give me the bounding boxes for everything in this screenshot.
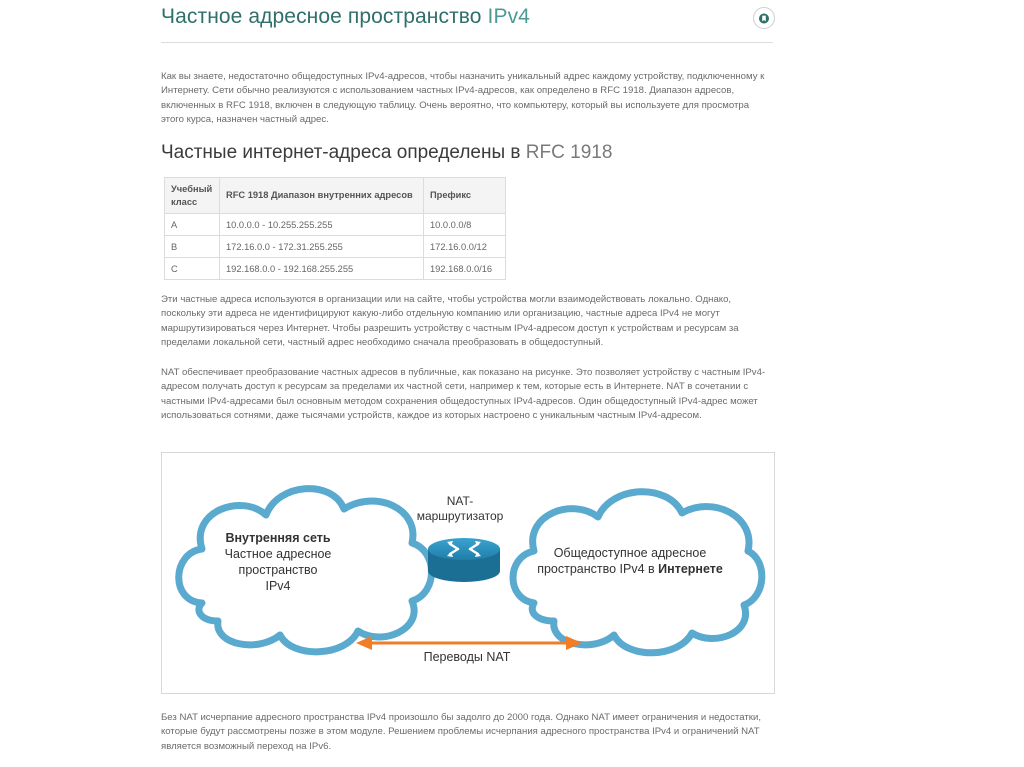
table-cell-class: A (165, 214, 220, 236)
table-cell-prefix: 192.168.0.0/16 (424, 258, 506, 280)
router-label-line2: маршрутизатор (416, 509, 504, 523)
table-cell-class: C (165, 258, 220, 280)
bookmark-icon (759, 13, 769, 24)
router-label-line1: NAT- (446, 494, 474, 508)
private-network-title: Внутренняя сеть (225, 531, 331, 545)
page-title-main: Частное адресное пространство (161, 5, 488, 28)
internet-label-line1: Общедоступное адресное (553, 546, 707, 560)
title-divider (161, 42, 773, 43)
page-title-suffix: IPv4 (487, 5, 530, 28)
bookmark-button[interactable] (753, 7, 775, 29)
private-addresses-paragraph: Эти частные адреса используются в организации или на сайте, чтобы устройства могли взаимодействовать локально. Однако, поскольку эти адреса не идентифицируют какую-либо отдельную компанию или организацию, частные адреса IPv4 не могут маршрутизироваться через Интернет. Чтобы разрешить устройству с частным IPv4-адресом доступ к устройствам и ресурсам за пределами локальной сети, частный адрес необходимо сначала преобразовать в общедоступный. (161, 294, 739, 349)
section-heading-suffix: RFC 1918 (525, 142, 613, 163)
internet-label-line2-bold: Интернете (658, 562, 723, 576)
table-row (165, 236, 506, 258)
table-header-prefix: Префикс (424, 178, 506, 214)
intro-paragraph: Как вы знаете, недостаточно общедоступных IPv4-адресов, чтобы назначить уникальный адрес каждому устройству, подключенному к Интернету. Сети обычно реализуются с использованием частных IPv4-адресов, как определено в RFC 1918. Диапазон адресов, включенных в RFC 1918, включен в следующую таблицу. Очень вероятно, что компьютеру, который вы используете для просмотра этого курса, назначен частный адрес. (161, 71, 765, 126)
section-heading (161, 142, 612, 164)
section-heading-main: Частные интернет-адреса определены в (161, 142, 526, 163)
table-cell-range: 172.16.0.0 - 172.31.255.255 (220, 236, 424, 258)
table-cell-range: 192.168.0.0 - 192.168.255.255 (220, 258, 424, 280)
nat-diagram (161, 452, 775, 694)
page-title (161, 5, 530, 29)
nat-router-icon (428, 538, 500, 582)
internet-label-line2-prefix: пространство IPv4 в (537, 562, 659, 576)
nat-translation-label: Переводы NAT (423, 650, 511, 664)
table-row (165, 214, 506, 236)
table-header-class: Учебный класс (165, 178, 220, 214)
table-header-range: RFC 1918 Диапазон внутренних адресов (220, 178, 424, 214)
table-cell-class: B (165, 236, 220, 258)
private-network-line2: IPv4 (265, 579, 291, 593)
router-label (410, 494, 510, 524)
internet-label-line2 (520, 561, 740, 577)
table-header-row (165, 178, 506, 214)
internet-label (520, 545, 740, 577)
private-network-label (192, 530, 364, 594)
table-cell-range: 10.0.0.0 - 10.255.255.255 (220, 214, 424, 236)
nat-paragraph: NAT обеспечивает преобразование частных адресов в публичные, как показано на рисунке. Это позволяет устройству с частным IPv4-адресом получать доступ к ресурсам за пределами их частной сети, например к тем, которые есть в Интернете. NAT в сочетании с частными IPv4-адресами был основным методом сохранения общедоступных IPv4-адресов. Один общедоступный IPv4-адрес может использоваться сотнями, даже тысячами устройств, каждое из которых настроено с уникальным частным IPv4-адресом. (161, 367, 766, 422)
table-row (165, 258, 506, 280)
conclusion-paragraph: Без NAT исчерпание адресного пространства IPv4 произошло бы задолго до 2000 года. Однако NAT имеет ограничения и недостатки, которые будут рассмотрены позже в этом модуле. Решением проблемы исчерпания адресного пространства IPv4 и ограничений NAT является возможный переход на IPv6. (161, 712, 762, 752)
table-cell-prefix: 172.16.0.0/12 (424, 236, 506, 258)
rfc1918-table (164, 177, 506, 280)
private-network-line1: Частное адресное пространство (224, 547, 332, 577)
table-cell-prefix: 10.0.0.0/8 (424, 214, 506, 236)
